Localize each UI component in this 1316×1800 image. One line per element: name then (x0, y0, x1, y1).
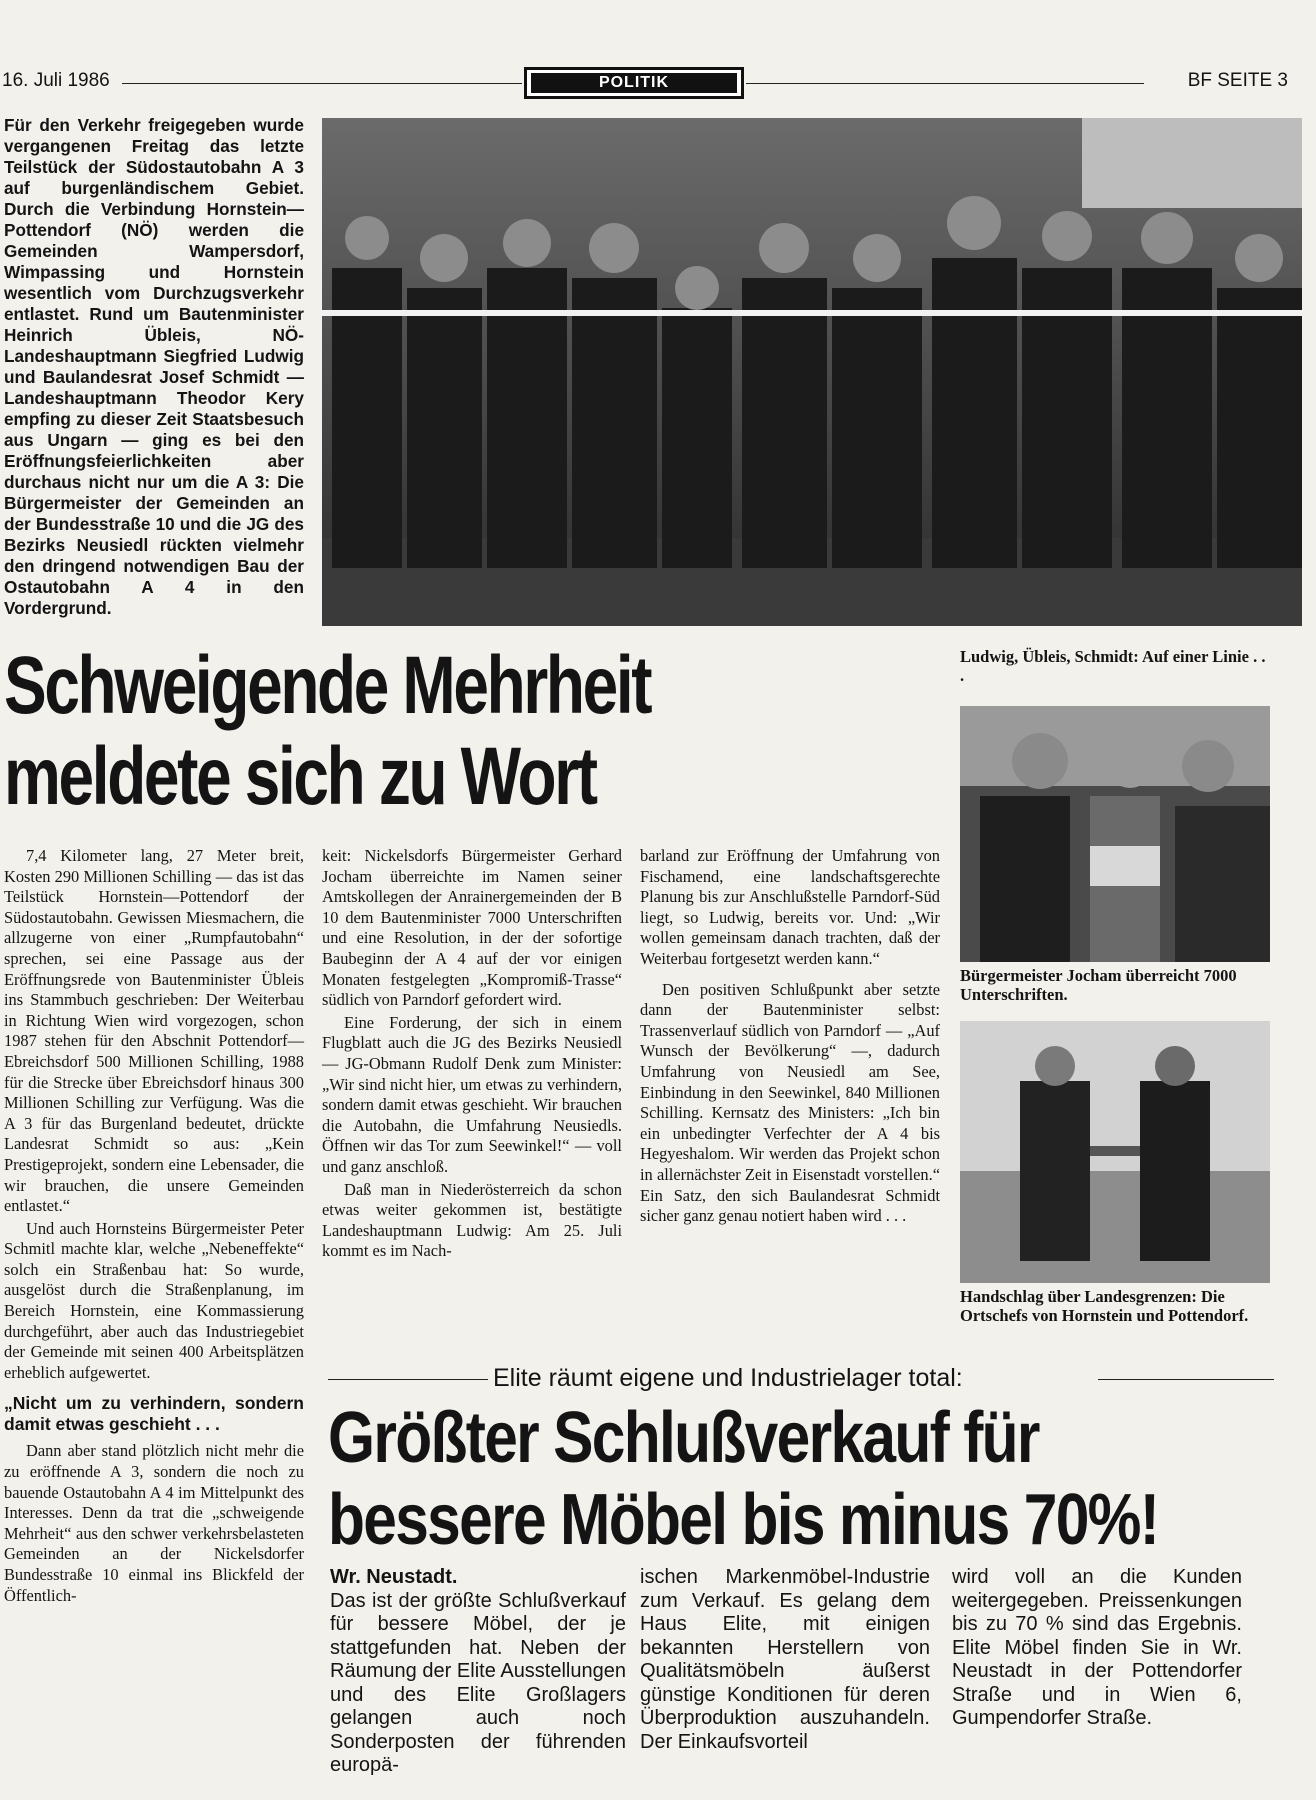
section-label: POLITIK (531, 73, 737, 93)
ad-text-1: Das ist der größte Schlußverkauf für bessere Möbel, der je stattgefunden hat. Neben der Räumung der Elite Ausstellungen und des Elite Großlagers gelangen auch noch Sonderposten der führenden europä- (330, 1589, 626, 1776)
ad-column-3 (952, 1566, 1242, 1731)
article-paragraph: Dann aber stand plötzlich nicht mehr die zu eröffnende A 3, sondern die noch zu bauende Ostautobahn A 4 im Mittelpunkt des Interesses. Denn da trat die „schweigende Mehrheit“ aus den schwer verkehrsbelasteten Gemeinden an der Nickelsdorfer Bundesstraße 10 einmal ins Blickfeld der Öffentlich- (4, 1441, 304, 1605)
photo-signature-handover (960, 706, 1270, 962)
ad-column-1 (330, 1566, 626, 1778)
section-label-box (524, 67, 744, 99)
lead-paragraph: Für den Verkehr freigegeben wurde vergangenen Freitag das letzte Teilstück der Südostautobahn A 3 auf burgenländischem Gebiet. Durch die Verbindung Hornstein—Pottendorf (NÖ) werden die Gemeinden Wampersdorf, Wimpassing und Hornstein wesentlich vom Durchzugsverkehr entlastet. Rund um Bautenminister Heinrich Übleis, NÖ-Landeshauptmann Siegfried Ludwig und Baulandesrat Josef Schmidt — Landeshauptmann Theodor Kery empfing zu dieser Zeit Staatsbesuch aus Ungarn — ging es bei den Eröffnungsfeierlichkeiten aber durchaus nicht nur um die A 3: Die Bürgermeister der Gemeinden an der Bundesstraße 10 und die JG des Bezirks Neusiedl rückten vielmehr den dringend notwendigen Bau der Ostautobahn A 4 in den Vordergrund. (4, 115, 304, 618)
ad-place: Wr. Neustadt. (330, 1566, 458, 1588)
article-paragraph: Den positiven Schlußpunkt aber setzte dann der Bautenminister selbst: Trassenverlauf südlich von Parndorf — „Auf Wunsch der Bevölkerung“ —, dadurch Umfahrung von Neusiedl am See, Einbindung in den Seewinkel, 840 Millionen Schilling. Kernsatz des Ministers: „Ich bin ein unbedingter Verfechter der A 4 bis Hegyeshalom. Wir werden das Projekt schon in allernächster Zeit in Eisenstadt vorstellen.“ Ein Satz, den sich Baulandesrat Schmidt sicher ganz genau notiert haben wird . . . (640, 979, 940, 1226)
ad-headline (328, 1397, 1158, 1561)
page-number: BF SEITE 3 (1187, 70, 1288, 91)
article-subhead: „Nicht um zu verhindern, sondern damit etwas geschieht . . . (4, 1393, 304, 1435)
ad-text-3: wird voll an die Kunden weitergegeben. Preissenkungen bis zu 70 % sind das Ergebnis. Elite Möbel finden Sie in Wr. Neustadt in der Pottendorfer Straße und in Wien 6, Gumpendorfer Straße. (952, 1566, 1242, 1729)
article-paragraph: Eine Forderung, der sich in einem Flugblatt auch die JG des Bezirks Neusiedl — JG-Obmann Rudolf Denk zum Minister: „Wir sind nicht hier, um etwas zu verhindern, sondern damit etwas geschieht. Wir brauchen die Autobahn, die Umfahrung Neusiedls. Öffnen wir das Tor zum Seewinkel!“ — voll und ganz anschloß. (322, 1012, 622, 1176)
ad-kicker: Elite räumt eigene und Industrielager total: (493, 1364, 963, 1392)
article-column-1 (4, 846, 304, 1606)
article-paragraph: barland zur Eröffnung der Umfahrung von Fischamend, eine landschaftsgerechte Planung bis zur Anschlußstelle Parndorf-Süd liegt, so Ludwig, bereits vor. Und: „Wir wollen gemeinsam danach trachten, daß der Weiterbau fortgesetzt werden kann.“ (640, 846, 940, 968)
main-headline (4, 640, 737, 822)
article-column-2 (322, 846, 622, 1262)
headline-line-1: Schweigende Mehrheit (4, 640, 651, 731)
photo-handshake (960, 1021, 1270, 1283)
issue-date: 16. Juli 1986 (2, 70, 110, 91)
ad-headline-line-1: Größter Schlußverkauf für (328, 1398, 1039, 1478)
ad-rule-right (1098, 1379, 1274, 1380)
caption-main-photo: Ludwig, Übleis, Schmidt: Auf einer Linie . . . (960, 647, 1266, 685)
article-paragraph: 7,4 Kilometer lang, 27 Meter breit, Kosten 290 Millionen Schilling — das ist das Teilstück Hornstein—Pottendorf der Südostautobahn. Gewissen Miesmachern, die allzugerne von einer „Rumpfautobahn“ sprechen, sei eine Passage aus der Eröffnungsrede von Bautenminister Übleis ins Stammbuch geschrieben: Der Weiterbau in Richtung Wien wird vorgezogen, schon 1987 stehen für den Abschnit Pottendorf—Ebreichsdorf 500 Millionen Schilling, 1988 für die Strecke über Ebreichsdorf hinaus 300 Millionen Schilling zur Verfügung. Was die A 3 für das Burgenland bedeutet, drückte Landesrat Schmidt so aus: „Kein Prestigeprojekt, sondern eine Lebensader, die wir brauchen, die unsere Gemeinden entlastet.“ (4, 846, 304, 1216)
article-column-3 (640, 846, 940, 1227)
ad-headline-line-2: bessere Möbel bis minus 70%! (328, 1480, 1159, 1560)
headline-line-2: meldete sich zu Wort (4, 731, 596, 822)
main-photo-ribbon-cutting (322, 118, 1302, 626)
article-paragraph: Und auch Hornsteins Bürgermeister Peter Schmitl machte klar, welche „Nebeneffekte“ solch ein Straßenbau hat: So wurde, ausgelöst durch die Straßenplanung, im Bereich Hornstein, eine Kommassierung durchgeführt, aber auch das Industriegebiet der Gemeinde mit seinen 400 Arbeitsplätzen erheblich aufgewertet. (4, 1218, 304, 1382)
header-rule-right (746, 83, 1144, 84)
article-paragraph: Daß man in Niederösterreich da schon etwas weiter gekommen ist, bestätigte Landeshauptmann Ludwig: Am 25. Juli kommt es im Nach- (322, 1179, 622, 1261)
ad-column-2 (640, 1566, 930, 1754)
caption-photo-2: Bürgermeister Jocham überreicht 7000 Unterschriften. (960, 966, 1237, 1004)
ad-rule-left (328, 1379, 488, 1380)
header-rule-left (122, 83, 522, 84)
caption-photo-3: Handschlag über Landesgrenzen: Die Ortschefs von Hornstein und Pottendorf. (960, 1287, 1249, 1325)
article-paragraph: keit: Nickelsdorfs Bürgermeister Gerhard Jocham überreichte im Namen seiner Amtskollegen der Anrainergemeinden der B 10 dem Bautenminister 7000 Unterschriften und eine Resolution, in der der sofortige Baubeginn der A 4 auf der vor einigen Monaten festgelegten „Kompromiß-Trasse“ südlich von Parndorf gefordert wird. (322, 846, 622, 1010)
ad-text-2: ischen Markenmöbel-Industrie zum Verkauf. Es gelang dem Haus Elite, mit einigen bekannten Herstellern von Qualitätsmöbeln äußerst günstige Konditionen für deren Überproduktion auszuhandeln. Der Einkaufsvorteil (640, 1566, 930, 1753)
